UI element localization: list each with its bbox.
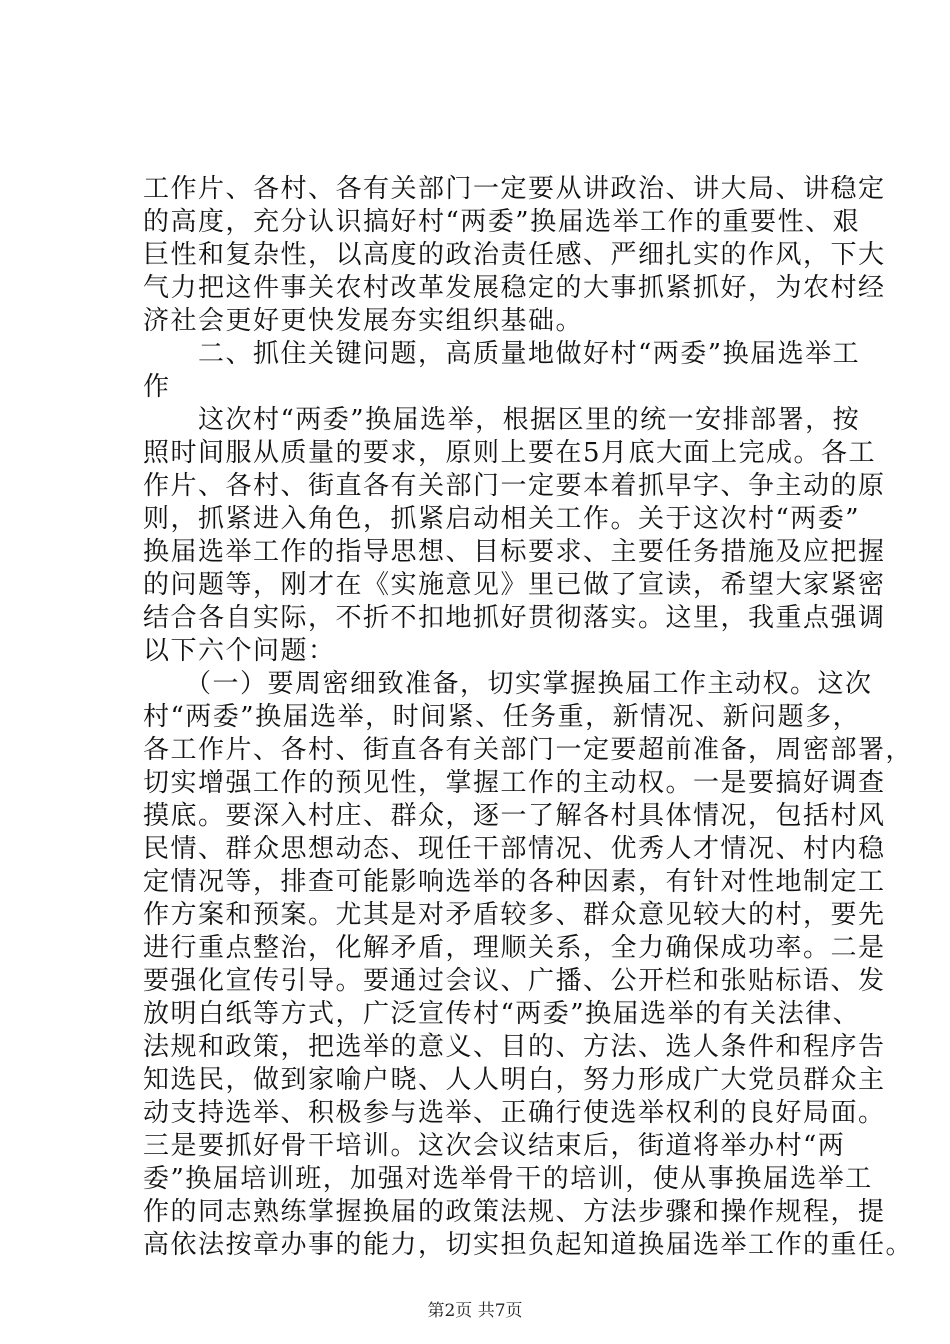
text-line: 巨性和复杂性，以高度的政治责任感、严细扎实的作风，下大 [143, 240, 886, 270]
text-line: 进行重点整治，化解矛盾，理顺关系，全力确保成功率。二是 [143, 933, 886, 963]
text-line: 气力把这件事关农村改革发展稳定的大事抓紧抓好，为农村经 [143, 273, 886, 303]
text-line: 三是要抓好骨干培训。这次会议结束后，街道将举办村“两 [143, 1131, 846, 1161]
text-line: 结合各自实际，不折不扣地抓好贯彻落实。这里，我重点强调 [143, 603, 886, 633]
text-line: 作方案和预案。尤其是对矛盾较多、群众意见较大的村，要先 [143, 900, 886, 930]
section-heading-line: 作 [143, 372, 171, 402]
text-line: 则，抓紧进入角色，抓紧启动相关工作。关于这次村“两委” [143, 504, 861, 534]
text-line: 动支持选举、积极参与选举、正确行使选举权利的良好局面。 [143, 1098, 886, 1128]
text-line: 照时间服从质量的要求，原则上要在5月底大面上完成。各工 [143, 438, 877, 468]
text-line: 这次村“两委”换届选举，根据区里的统一安排部署，按 [143, 405, 861, 435]
text-line: 法规和政策，把选举的意义、目的、方法、选人条件和程序告 [143, 1032, 886, 1062]
text-line: 放明白纸等方式，广泛宣传村“两委”换届选举的有关法律、 [143, 999, 861, 1029]
text-line: 工作片、各村、各有关部门一定要从讲政治、讲大局、讲稳定 [143, 174, 886, 204]
text-line: 的问题等，刚才在《实施意见》里已做了宣读，希望大家紧密 [143, 570, 886, 600]
text-line: 换届选举工作的指导思想、目标要求、主要任务措施及应把握 [143, 537, 886, 567]
text-line: 高依法按章办事的能力，切实担负起知道换届选举工作的重任。 [143, 1230, 914, 1260]
text-line: 要强化宣传引导。要通过会议、广播、公开栏和张贴标语、发 [143, 966, 886, 996]
text-line: 作的同志熟练掌握换届的政策法规、方法步骤和操作规程，提 [143, 1197, 886, 1227]
text-line: 济社会更好更快发展夯实组织基础。 [143, 306, 584, 336]
text-line: （一）要周密细致准备，切实掌握换届工作主动权。这次 [143, 669, 873, 699]
text-line: 以下六个问题： [143, 636, 336, 666]
text-line: 委”换届培训班，加强对选举骨干的培训，使从事换届选举工 [143, 1164, 873, 1194]
text-line: 民情、群众思想动态、现任干部情况、优秀人才情况、村内稳 [143, 834, 886, 864]
text-line: 的高度，充分认识搞好村“两委”换届选举工作的重要性、艰 [143, 207, 861, 237]
text-line: 摸底。要深入村庄、群众，逐一了解各村具体情况，包括村风 [143, 801, 886, 831]
page-number-footer: 第2页 共7页 [427, 1301, 523, 1321]
section-heading-line: 二、抓住关键问题，高质量地做好村“两委”换届选举工 [143, 339, 861, 369]
text-line: 各工作片、各村、街直各有关部门一定要超前准备，周密部署， [143, 735, 914, 765]
text-line: 定情况等，排查可能影响选举的各种因素，有针对性地制定工 [143, 867, 886, 897]
text-line: 切实增强工作的预见性，掌握工作的主动权。一是要搞好调查 [143, 768, 886, 798]
text-line: 作片、各村、街直各有关部门一定要本着抓早字、争主动的原 [143, 471, 886, 501]
text-line: 村“两委”换届选举，时间紧、任务重，新情况、新问题多， [143, 702, 861, 732]
text-line: 知选民，做到家喻户晓、人人明白，努力形成广大党员群众主 [143, 1065, 886, 1095]
